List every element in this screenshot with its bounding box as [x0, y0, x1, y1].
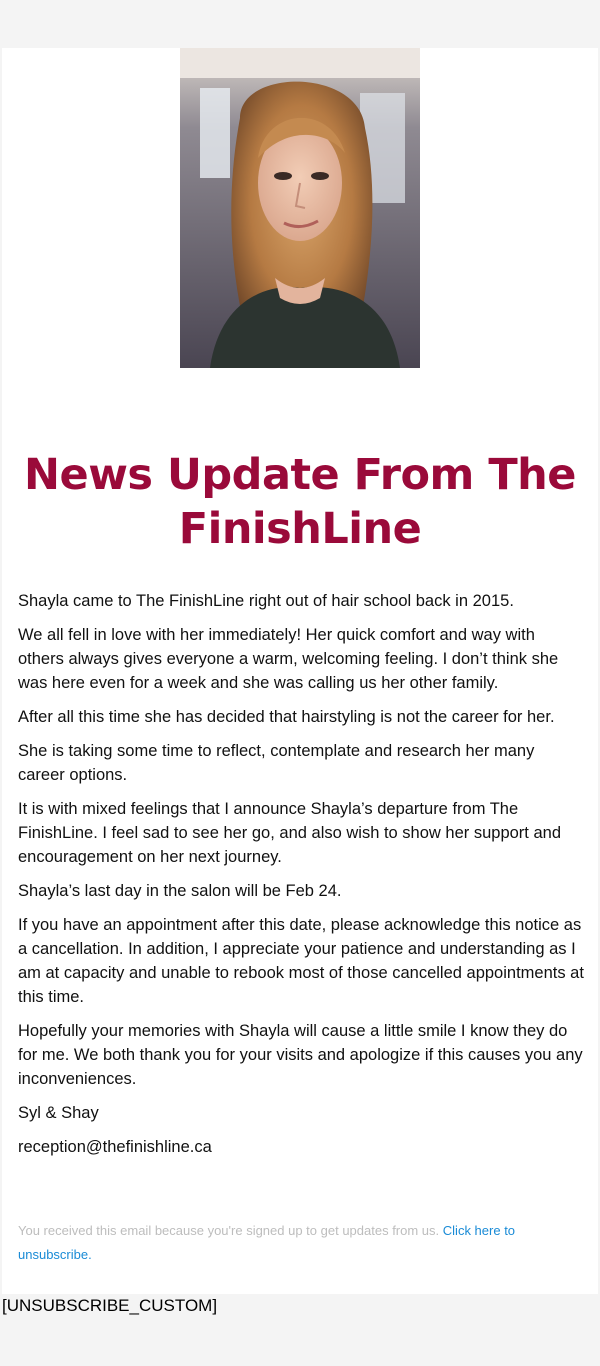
body-paragraph: We all fell in love with her immediately! Her quick comfort and way with others always gives everyone a warm, welcoming feeling. I don’t think she was here even for a week and she was calling us her other family.: [18, 626, 559, 692]
body-paragraph: Hopefully your memories with Shayla will cause a little smile I know they do for me. We both thank you for your visits and apologize if this causes you any inconveniences.: [18, 1022, 583, 1088]
email-card: [2, 48, 598, 1294]
body-paragraph: She is taking some time to reflect, contemplate and research her many career options.: [18, 742, 535, 784]
contact-email: reception@thefinishline.ca: [18, 1138, 212, 1156]
body-paragraph: If you have an appointment after this date, please acknowledge this notice as a cancellation. In addition, I appreciate your patience and understanding as I am at capacity and unable to rebook most of those cancelled appointments at this time.: [18, 916, 584, 1006]
unsubscribe-link[interactable]: Click here to unsubscribe.: [18, 1223, 516, 1262]
footer-notice-text: You received this email because you're signed up to get updates from us.: [18, 1223, 440, 1238]
email-body: [18, 589, 584, 1169]
body-paragraph: Shayla’s last day in the salon will be Feb 24.: [18, 882, 342, 900]
profile-photo: [180, 48, 420, 368]
body-paragraph: After all this time she has decided that hairstyling is not the career for her.: [18, 708, 555, 726]
body-paragraph: It is with mixed feelings that I announce Shayla’s departure from The FinishLine. I feel sad to see her go, and also wish to show her support and encouragement on her next journey.: [18, 800, 561, 866]
headline: News Update From The FinishLine: [24, 450, 576, 554]
footer-notice: [18, 1219, 558, 1267]
signature: Syl & Shay: [18, 1104, 99, 1122]
body-paragraph: Shayla came to The FinishLine right out of hair school back in 2015.: [18, 592, 514, 610]
unsubscribe-custom-placeholder: [UNSUBSCRIBE_CUSTOM]: [2, 1296, 218, 1315]
